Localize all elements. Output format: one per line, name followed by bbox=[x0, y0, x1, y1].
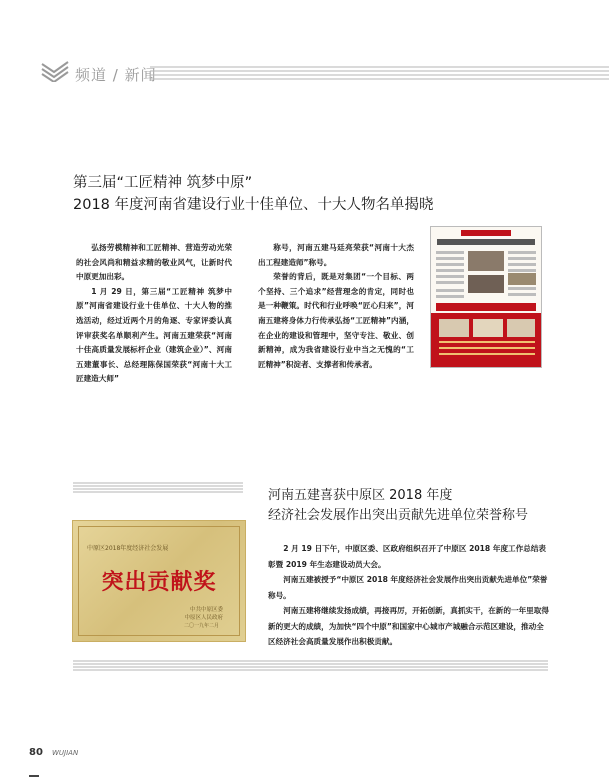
certificate-issuer: 中原区人民政府 bbox=[184, 615, 223, 621]
article2-paragraph: 2 月 19 日下午，中原区委、区政府组织召开了中原区 2018 年度工作总结表彰暨 2019 年生态建设动员大会。 bbox=[268, 544, 547, 569]
section-divider bbox=[73, 660, 548, 672]
article1-paragraph: 1 月 29 日，第三届“工匠精神 筑梦中原”河南省建设行业十佳单位、十大人物的推选活动，经过近两个月的角逐、专家评委认真评审获奖名单顺利产生。河南五建荣获“河南十佳高质量发展标杆企业（建筑企业）”、河南五建董事长、总经理陈保国荣获“河南十大工匠建造大师” bbox=[76, 286, 232, 384]
article1-paragraph: 荣誉的背后，既是对集团“一个目标、两个坚持、三个追求”经营理念的肯定，同时也是一种鞭策。时代和行业呼唤“匠心归来”，河南五建将身体力行传承弘扬“工匠精神”内涵，在企业的建设和管理中，坚守专注、敬业、创新精神，成为我省建设行业中当之无愧的“工匠精神”积淀者、支撑者和传承者。 bbox=[258, 272, 414, 369]
article1-title-line1: 第三届“工匠精神 筑梦中原” bbox=[73, 175, 253, 191]
article2-title-line2: 经济社会发展作出突出贡献先进单位荣誉称号 bbox=[268, 508, 529, 523]
section-title: 频道 / 新闻 bbox=[75, 66, 157, 84]
article1-title-line2: 2018 年度河南省建设行业十佳单位、十大人物名单揭晓 bbox=[73, 197, 434, 213]
article2-title bbox=[268, 486, 528, 526]
header-rule bbox=[150, 66, 609, 80]
newspaper-photo bbox=[430, 226, 542, 368]
award-certificate bbox=[72, 520, 246, 642]
article2-paragraph: 河南五建被授予“中原区 2018 年度经济社会发展作出突出贡献先进单位”荣誉称号。 bbox=[268, 575, 548, 600]
article1-column2 bbox=[258, 241, 414, 372]
article2-paragraph: 河南五建将继续发扬成绩，再接再厉，开拓创新，真抓实干，在新的一年里取得新的更大的成绩，为加快“四个中原”和国家中心城市产城融合示范区建设，推动全区经济社会高质量发展作出积极贡献。 bbox=[268, 606, 549, 646]
article1-column1 bbox=[76, 241, 232, 387]
section-divider bbox=[73, 482, 243, 494]
certificate-issuer: 中共中原区委 bbox=[189, 607, 223, 613]
article2-body bbox=[268, 541, 550, 650]
channel-logo-icon bbox=[40, 60, 70, 82]
certificate-top-text: 中原区2018年度经济社会发展 bbox=[87, 545, 169, 552]
page-number: 80 bbox=[29, 747, 43, 758]
certificate-title: 突出贡献奖 bbox=[101, 569, 217, 595]
publication-name: WUJIAN bbox=[52, 749, 79, 757]
article1-paragraph: 弘扬劳模精神和工匠精神、营造劳动光荣的社会风尚和精益求精的敬业风气，让新时代中原更加出彩。 bbox=[76, 243, 232, 282]
article1-title bbox=[73, 172, 434, 216]
footer-mark bbox=[29, 775, 39, 777]
article2-title-line1: 河南五建喜获中原区 2018 年度 bbox=[268, 488, 453, 503]
article1-paragraph: 称号，河南五建马廷亮荣获“河南十大杰出工程建造师”称号。 bbox=[258, 243, 414, 267]
certificate-date: 二〇一九年二月 bbox=[183, 623, 219, 629]
